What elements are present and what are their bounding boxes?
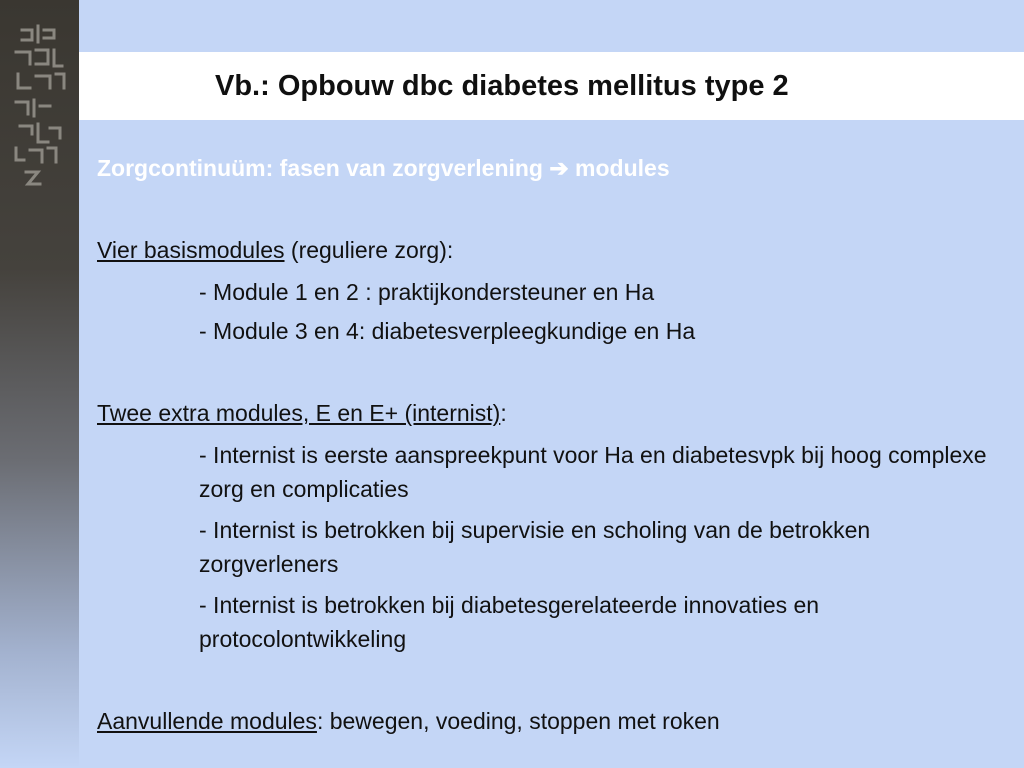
section-heading-rest: (reguliere zorg):	[284, 237, 454, 263]
section-aanvullende-modules	[97, 704, 720, 738]
list-item: - Module 3 en 4: diabetesverpleegkundige en Ha	[199, 318, 696, 344]
section-heading: Twee extra modules, E en E+ (internist)	[97, 400, 501, 426]
section-extra-modules-heading	[97, 396, 507, 430]
section-heading-rest: :	[500, 400, 507, 426]
list-item: - Internist is betrokken bij supervisie en scholing van de betrokken zorgverleners	[199, 517, 871, 577]
subtitle	[97, 151, 670, 185]
section-heading-rest: : bewegen, voeding, stoppen met roken	[316, 708, 720, 734]
section-basismodules-heading	[97, 233, 453, 267]
list-item: - Internist is betrokken bij diabetesgerelateerde innovaties en protocolontwikkeling	[199, 592, 820, 652]
section-heading: Aanvullende modules	[97, 708, 317, 734]
interlocking-glyph-logo-icon	[10, 22, 72, 198]
slide-content	[97, 0, 1007, 768]
list-item: - Module 1 en 2 : praktijkondersteuner en Ha	[199, 279, 655, 305]
left-decorative-band	[0, 0, 79, 768]
section-heading: Vier basismodules	[97, 237, 285, 263]
arrow-right-icon: ➔	[549, 155, 569, 181]
page-title: Vb.: Opbouw dbc diabetes mellitus type 2	[215, 70, 789, 102]
subtitle-text: Zorgcontinuüm: fasen van zorgverlening	[97, 155, 543, 181]
list-item: - Internist is eerste aanspreekpunt voor Ha en diabetesvpk bij hoog complexe zorg en complicaties	[199, 442, 987, 502]
subtitle-suffix: modules	[568, 155, 670, 181]
